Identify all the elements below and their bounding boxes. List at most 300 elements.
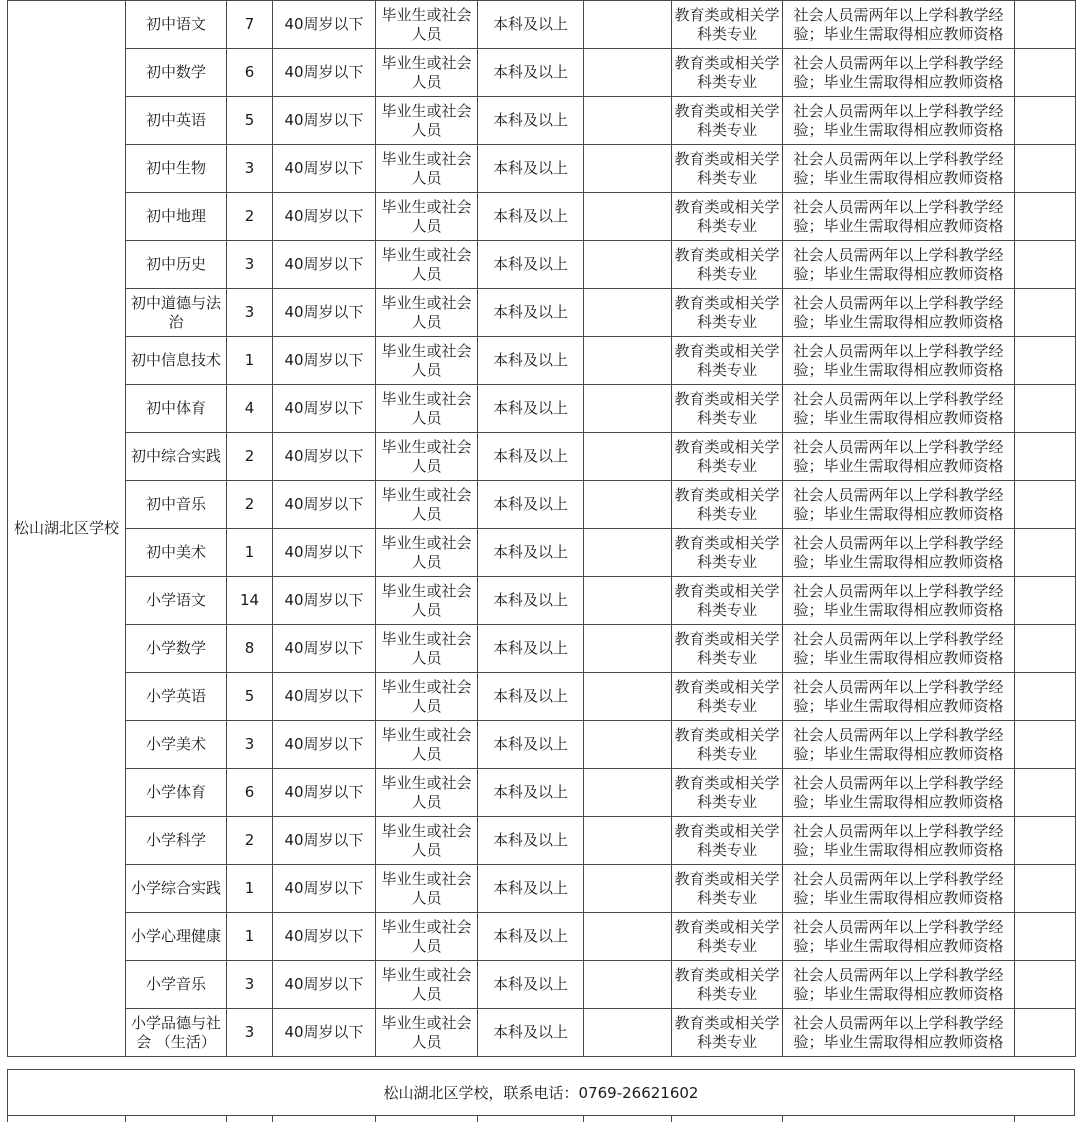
table-row: [8, 625, 1076, 673]
blank-cell: [584, 865, 672, 913]
edge-cell: [1015, 913, 1076, 961]
table-row: [8, 865, 1076, 913]
major-text: 教育类或相关学科类专业: [674, 581, 780, 619]
identity-text: 毕业生或社会人员: [381, 677, 472, 715]
blank-cell: [584, 433, 672, 481]
age-text: 40周岁以下: [284, 927, 364, 945]
requirement-cell: [783, 97, 1015, 145]
count-cell: [227, 241, 273, 289]
education-text: 本科及以上: [492, 111, 568, 129]
blank-cell: [584, 673, 672, 721]
count-cell: [227, 385, 273, 433]
identity-text: 毕业生或社会人员: [381, 197, 472, 235]
requirement-cell: [783, 1, 1015, 49]
blank-cell: [584, 145, 672, 193]
table-row: [8, 769, 1076, 817]
identity-text: 毕业生或社会人员: [381, 629, 472, 667]
subject-cell: [126, 817, 227, 865]
count-cell: [227, 577, 273, 625]
education-text: 本科及以上: [492, 783, 568, 801]
count-cell: [227, 1, 273, 49]
subject-cell: [126, 721, 227, 769]
education-cell: [478, 1009, 584, 1057]
education-text: 本科及以上: [492, 447, 568, 465]
edge-cell: [1015, 769, 1076, 817]
requirement-text: 社会人员需两年以上学科教学经验；毕业生需取得相应教师资格: [793, 53, 1004, 91]
subject-cell: [126, 673, 227, 721]
subject-cell: [126, 433, 227, 481]
requirement-text: 社会人员需两年以上学科教学经验；毕业生需取得相应教师资格: [793, 869, 1004, 907]
school-name-cell: 松山湖北区学校: [8, 1, 126, 1057]
tail-divider: [226, 1116, 227, 1122]
major-text: 教育类或相关学科类专业: [674, 677, 780, 715]
requirement-cell: [783, 961, 1015, 1009]
requirement-text: 社会人员需两年以上学科教学经验；毕业生需取得相应教师资格: [793, 149, 1004, 187]
edge-cell: [1015, 481, 1076, 529]
table-row: [8, 289, 1076, 337]
education-cell: [478, 961, 584, 1009]
education-cell: [478, 1, 584, 49]
subject-cell: [126, 481, 227, 529]
education-text: 本科及以上: [492, 159, 568, 177]
count-cell: [227, 1009, 273, 1057]
edge-cell: [1015, 721, 1076, 769]
identity-text: 毕业生或社会人员: [381, 917, 472, 955]
age-cell: [273, 817, 376, 865]
age-text: 40周岁以下: [284, 591, 364, 609]
education-text: 本科及以上: [492, 495, 568, 513]
blank-cell: [584, 241, 672, 289]
blank-cell: [584, 817, 672, 865]
count-text: 2: [244, 447, 255, 465]
identity-cell: [376, 625, 478, 673]
major-text: 教育类或相关学科类专业: [674, 725, 780, 763]
identity-text: 毕业生或社会人员: [381, 341, 472, 379]
age-text: 40周岁以下: [284, 687, 364, 705]
age-text: 40周岁以下: [284, 879, 364, 897]
table-row: [8, 673, 1076, 721]
count-cell: [227, 721, 273, 769]
identity-text: 毕业生或社会人员: [381, 101, 472, 139]
edge-cell: [1015, 625, 1076, 673]
contact-text: 松山湖北区学校，联系电话：0769-26621602: [383, 1084, 699, 1102]
education-cell: [478, 913, 584, 961]
count-text: 2: [244, 495, 255, 513]
requirement-cell: [783, 433, 1015, 481]
requirement-text: 社会人员需两年以上学科教学经验；毕业生需取得相应教师资格: [793, 245, 1004, 283]
count-cell: [227, 961, 273, 1009]
subject-text: 初中美术: [145, 543, 206, 561]
subject-cell: [126, 961, 227, 1009]
subject-text: 初中信息技术: [130, 351, 221, 369]
subject-text: 小学语文: [145, 591, 206, 609]
major-cell: [672, 49, 783, 97]
identity-cell: [376, 145, 478, 193]
subject-text: 初中历史: [145, 255, 206, 273]
identity-cell: [376, 289, 478, 337]
requirement-text: 社会人员需两年以上学科教学经验；毕业生需取得相应教师资格: [793, 293, 1004, 331]
subject-text: 初中综合实践: [130, 447, 221, 465]
table-row: [8, 241, 1076, 289]
education-text: 本科及以上: [492, 15, 568, 33]
identity-cell: [376, 433, 478, 481]
age-cell: [273, 913, 376, 961]
subject-cell: [126, 1009, 227, 1057]
blank-cell: [584, 961, 672, 1009]
major-cell: [672, 337, 783, 385]
count-cell: [227, 817, 273, 865]
education-text: 本科及以上: [492, 975, 568, 993]
subject-cell: [126, 529, 227, 577]
count-text: 7: [244, 15, 255, 33]
requirement-cell: [783, 625, 1015, 673]
table-row: [8, 97, 1076, 145]
major-text: 教育类或相关学科类专业: [674, 773, 780, 811]
major-cell: [672, 97, 783, 145]
subject-text: 小学美术: [145, 735, 206, 753]
identity-cell: [376, 961, 478, 1009]
major-cell: [672, 1, 783, 49]
education-cell: [478, 817, 584, 865]
edge-cell: [1015, 145, 1076, 193]
subject-cell: [126, 289, 227, 337]
major-cell: [672, 145, 783, 193]
requirement-text: 社会人员需两年以上学科教学经验；毕业生需取得相应教师资格: [793, 677, 1004, 715]
table-row: [8, 145, 1076, 193]
table-row: [8, 913, 1076, 961]
requirement-text: 社会人员需两年以上学科教学经验；毕业生需取得相应教师资格: [793, 101, 1004, 139]
major-cell: [672, 625, 783, 673]
major-text: 教育类或相关学科类专业: [674, 149, 780, 187]
education-cell: [478, 769, 584, 817]
subject-cell: [126, 193, 227, 241]
requirement-cell: [783, 769, 1015, 817]
blank-cell: [584, 481, 672, 529]
requirement-text: 社会人员需两年以上学科教学经验；毕业生需取得相应教师资格: [793, 629, 1004, 667]
edge-cell: [1015, 289, 1076, 337]
age-text: 40周岁以下: [284, 255, 364, 273]
identity-text: 毕业生或社会人员: [381, 581, 472, 619]
count-text: 14: [239, 591, 260, 609]
education-cell: [478, 337, 584, 385]
identity-cell: [376, 1, 478, 49]
tail-divider: [583, 1116, 584, 1122]
identity-text: 毕业生或社会人员: [381, 773, 472, 811]
age-cell: [273, 337, 376, 385]
count-text: 3: [244, 159, 255, 177]
age-cell: [273, 865, 376, 913]
table-row: [8, 817, 1076, 865]
tail-divider: [477, 1116, 478, 1122]
education-text: 本科及以上: [492, 543, 568, 561]
education-text: 本科及以上: [492, 591, 568, 609]
age-cell: [273, 673, 376, 721]
requirement-cell: [783, 673, 1015, 721]
requirement-cell: [783, 817, 1015, 865]
blank-cell: [584, 193, 672, 241]
education-cell: [478, 49, 584, 97]
education-cell: [478, 673, 584, 721]
identity-cell: [376, 913, 478, 961]
identity-cell: [376, 97, 478, 145]
edge-cell: [1015, 385, 1076, 433]
identity-text: 毕业生或社会人员: [381, 725, 472, 763]
identity-cell: [376, 865, 478, 913]
identity-cell: [376, 1009, 478, 1057]
identity-cell: [376, 529, 478, 577]
requirement-cell: [783, 865, 1015, 913]
table-row: [8, 49, 1076, 97]
major-cell: [672, 865, 783, 913]
blank-cell: [584, 577, 672, 625]
education-text: 本科及以上: [492, 927, 568, 945]
blank-cell: [584, 385, 672, 433]
count-text: 3: [244, 735, 255, 753]
major-text: 教育类或相关学科类专业: [674, 341, 780, 379]
requirement-text: 社会人员需两年以上学科教学经验；毕业生需取得相应教师资格: [793, 437, 1004, 475]
positions-table: [7, 0, 1076, 1057]
education-text: 本科及以上: [492, 351, 568, 369]
age-cell: [273, 241, 376, 289]
requirement-cell: [783, 721, 1015, 769]
requirement-text: 社会人员需两年以上学科教学经验；毕业生需取得相应教师资格: [793, 389, 1004, 427]
subject-cell: [126, 865, 227, 913]
age-text: 40周岁以下: [284, 351, 364, 369]
major-text: 教育类或相关学科类专业: [674, 629, 780, 667]
education-text: 本科及以上: [492, 207, 568, 225]
age-cell: [273, 529, 376, 577]
subject-cell: [126, 577, 227, 625]
count-text: 3: [244, 1023, 255, 1041]
age-cell: [273, 385, 376, 433]
blank-cell: [584, 289, 672, 337]
count-text: 3: [244, 975, 255, 993]
major-cell: [672, 481, 783, 529]
blank-cell: [584, 97, 672, 145]
edge-cell: [1015, 337, 1076, 385]
education-cell: [478, 385, 584, 433]
age-cell: [273, 97, 376, 145]
requirement-text: 社会人员需两年以上学科教学经验；毕业生需取得相应教师资格: [793, 485, 1004, 523]
subject-text: 小学数学: [145, 639, 206, 657]
major-cell: [672, 385, 783, 433]
age-cell: [273, 721, 376, 769]
major-cell: [672, 193, 783, 241]
age-cell: [273, 625, 376, 673]
requirement-text: 社会人员需两年以上学科教学经验；毕业生需取得相应教师资格: [793, 725, 1004, 763]
requirement-cell: [783, 1009, 1015, 1057]
requirement-text: 社会人员需两年以上学科教学经验；毕业生需取得相应教师资格: [793, 341, 1004, 379]
count-text: 6: [244, 63, 255, 81]
major-cell: [672, 817, 783, 865]
major-cell: [672, 721, 783, 769]
requirement-cell: [783, 529, 1015, 577]
age-text: 40周岁以下: [284, 303, 364, 321]
major-cell: [672, 577, 783, 625]
education-cell: [478, 481, 584, 529]
tail-divider: [1014, 1116, 1015, 1122]
blank-cell: [584, 913, 672, 961]
subject-text: 小学品德与社会 （生活）: [130, 1013, 221, 1051]
identity-text: 毕业生或社会人员: [381, 485, 472, 523]
subject-text: 小学英语: [145, 687, 206, 705]
requirement-text: 社会人员需两年以上学科教学经验；毕业生需取得相应教师资格: [793, 533, 1004, 571]
table-row: [8, 193, 1076, 241]
education-text: 本科及以上: [492, 687, 568, 705]
requirement-cell: [783, 49, 1015, 97]
subject-text: 初中体育: [145, 399, 206, 417]
tail-divider: [782, 1116, 783, 1122]
blank-cell: [584, 529, 672, 577]
major-cell: [672, 913, 783, 961]
age-cell: [273, 193, 376, 241]
age-text: 40周岁以下: [284, 15, 364, 33]
subject-text: 小学科学: [145, 831, 206, 849]
age-text: 40周岁以下: [284, 399, 364, 417]
major-text: 教育类或相关学科类专业: [674, 965, 780, 1003]
requirement-text: 社会人员需两年以上学科教学经验；毕业生需取得相应教师资格: [793, 5, 1004, 43]
edge-cell: [1015, 241, 1076, 289]
age-cell: [273, 433, 376, 481]
education-text: 本科及以上: [492, 255, 568, 273]
major-text: 教育类或相关学科类专业: [674, 197, 780, 235]
edge-cell: [1015, 961, 1076, 1009]
education-text: 本科及以上: [492, 735, 568, 753]
count-text: 2: [244, 207, 255, 225]
subject-cell: [126, 913, 227, 961]
requirement-text: 社会人员需两年以上学科教学经验；毕业生需取得相应教师资格: [793, 773, 1004, 811]
education-text: 本科及以上: [492, 831, 568, 849]
requirement-cell: [783, 193, 1015, 241]
requirement-text: 社会人员需两年以上学科教学经验；毕业生需取得相应教师资格: [793, 581, 1004, 619]
contact-footer: [7, 1069, 1075, 1116]
subject-text: 初中道德与法治: [130, 293, 221, 331]
blank-cell: [584, 337, 672, 385]
major-text: 教育类或相关学科类专业: [674, 437, 780, 475]
major-text: 教育类或相关学科类专业: [674, 53, 780, 91]
requirement-cell: [783, 241, 1015, 289]
identity-cell: [376, 817, 478, 865]
major-cell: [672, 961, 783, 1009]
identity-text: 毕业生或社会人员: [381, 533, 472, 571]
blank-cell: [584, 769, 672, 817]
age-text: 40周岁以下: [284, 1023, 364, 1041]
identity-cell: [376, 385, 478, 433]
identity-text: 毕业生或社会人员: [381, 53, 472, 91]
blank-cell: [584, 625, 672, 673]
major-text: 教育类或相关学科类专业: [674, 917, 780, 955]
identity-text: 毕业生或社会人员: [381, 1013, 472, 1051]
education-cell: [478, 625, 584, 673]
count-text: 5: [244, 687, 255, 705]
age-text: 40周岁以下: [284, 207, 364, 225]
requirement-text: 社会人员需两年以上学科教学经验；毕业生需取得相应教师资格: [793, 1013, 1004, 1051]
count-text: 2: [244, 831, 255, 849]
tail-divider: [671, 1116, 672, 1122]
age-cell: [273, 145, 376, 193]
subject-text: 小学心理健康: [130, 927, 221, 945]
table-row: [8, 577, 1076, 625]
major-text: 教育类或相关学科类专业: [674, 821, 780, 859]
subject-cell: [126, 97, 227, 145]
subject-cell: [126, 241, 227, 289]
count-text: 1: [244, 351, 255, 369]
identity-text: 毕业生或社会人员: [381, 821, 472, 859]
major-cell: [672, 1009, 783, 1057]
major-cell: [672, 433, 783, 481]
age-cell: [273, 1009, 376, 1057]
subject-text: 初中语文: [145, 15, 206, 33]
age-text: 40周岁以下: [284, 543, 364, 561]
count-cell: [227, 289, 273, 337]
major-text: 教育类或相关学科类专业: [674, 101, 780, 139]
edge-cell: [1015, 1009, 1076, 1057]
identity-cell: [376, 241, 478, 289]
age-cell: [273, 577, 376, 625]
identity-text: 毕业生或社会人员: [381, 149, 472, 187]
age-text: 40周岁以下: [284, 639, 364, 657]
identity-text: 毕业生或社会人员: [381, 389, 472, 427]
age-text: 40周岁以下: [284, 735, 364, 753]
count-text: 5: [244, 111, 255, 129]
count-cell: [227, 481, 273, 529]
requirement-cell: [783, 145, 1015, 193]
subject-text: 初中音乐: [145, 495, 206, 513]
age-cell: [273, 481, 376, 529]
edge-cell: [1015, 577, 1076, 625]
table-row: [8, 385, 1076, 433]
count-text: 6: [244, 783, 255, 801]
count-text: 8: [244, 639, 255, 657]
count-text: 1: [244, 879, 255, 897]
major-text: 教育类或相关学科类专业: [674, 5, 780, 43]
education-text: 本科及以上: [492, 879, 568, 897]
identity-text: 毕业生或社会人员: [381, 869, 472, 907]
edge-cell: [1015, 673, 1076, 721]
edge-cell: [1015, 49, 1076, 97]
edge-cell: [1015, 97, 1076, 145]
blank-cell: [584, 1, 672, 49]
tail-divider: [375, 1116, 376, 1122]
requirement-text: 社会人员需两年以上学科教学经验；毕业生需取得相应教师资格: [793, 821, 1004, 859]
subject-text: 初中数学: [145, 63, 206, 81]
major-cell: [672, 673, 783, 721]
education-cell: [478, 145, 584, 193]
subject-text: 初中生物: [145, 159, 206, 177]
subject-text: 小学体育: [145, 783, 206, 801]
education-cell: [478, 433, 584, 481]
identity-cell: [376, 193, 478, 241]
table-row: [8, 529, 1076, 577]
count-cell: [227, 625, 273, 673]
major-text: 教育类或相关学科类专业: [674, 869, 780, 907]
age-cell: [273, 961, 376, 1009]
major-cell: [672, 529, 783, 577]
table-row: [8, 433, 1076, 481]
blank-cell: [584, 1009, 672, 1057]
count-text: 1: [244, 543, 255, 561]
subject-text: 初中地理: [145, 207, 206, 225]
age-text: 40周岁以下: [284, 111, 364, 129]
major-text: 教育类或相关学科类专业: [674, 1013, 780, 1051]
count-cell: [227, 145, 273, 193]
age-text: 40周岁以下: [284, 975, 364, 993]
identity-cell: [376, 481, 478, 529]
age-text: 40周岁以下: [284, 495, 364, 513]
blank-cell: [584, 721, 672, 769]
requirement-cell: [783, 289, 1015, 337]
major-cell: [672, 769, 783, 817]
